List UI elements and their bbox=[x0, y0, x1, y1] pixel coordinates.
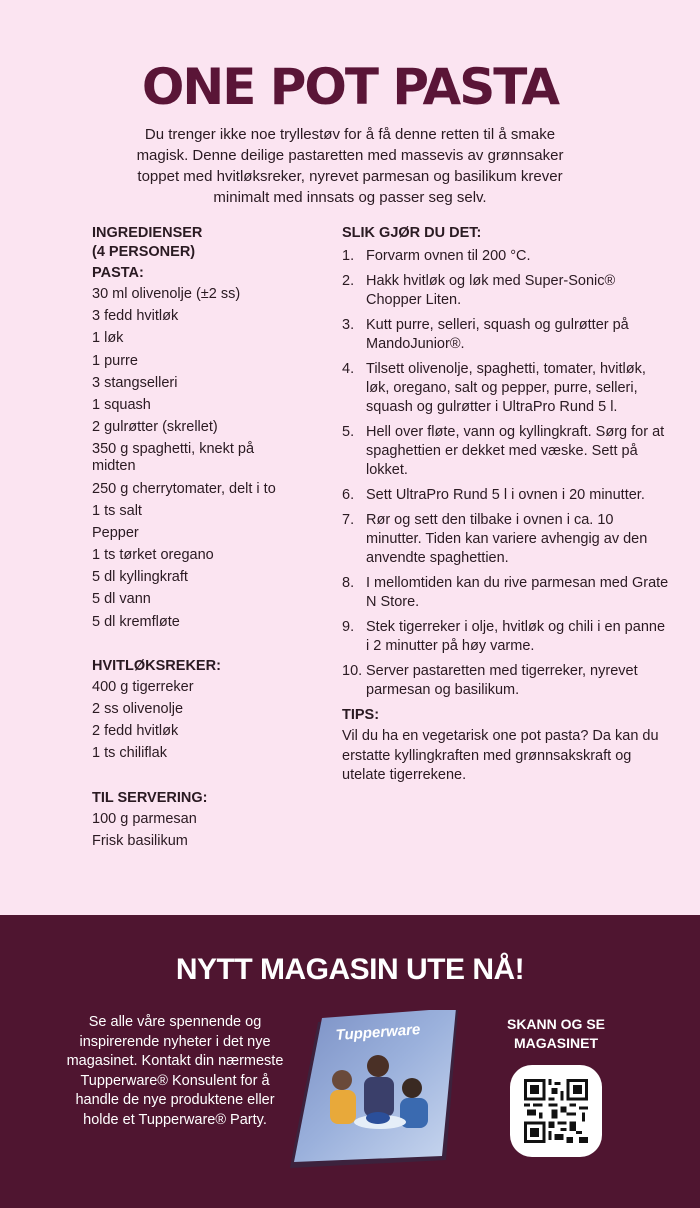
step-number: 4. bbox=[342, 361, 355, 377]
step-item bbox=[342, 574, 672, 612]
step-text: Kutt purre, selleri, squash og gulrøtter på MandoJunior®. bbox=[366, 317, 629, 352]
qr-code-icon bbox=[524, 1079, 588, 1143]
ingredient-item: 3 fedd hvitløk bbox=[92, 308, 179, 325]
step-item bbox=[342, 511, 672, 568]
step-item bbox=[342, 662, 672, 700]
ingredient-item: 350 g spaghetti, knekt på midten bbox=[92, 441, 255, 475]
step-number: 7. bbox=[342, 512, 355, 528]
step-text: Tilsett olivenolje, spaghetti, tomater, hvitløk, løk, oregano, salt og pepper, purre, selleri, squash og gulrøtter i UltraPro Rund 5 l. bbox=[366, 361, 646, 415]
ingredient-item: Pepper bbox=[92, 524, 139, 541]
step-item bbox=[342, 316, 672, 354]
ingredient-item: 2 gulrøtter (skrellet) bbox=[92, 419, 218, 436]
step-number: 5. bbox=[342, 424, 355, 440]
step-item bbox=[342, 360, 672, 417]
ingredient-item: 100 g parmesan bbox=[92, 810, 197, 827]
ingredient-item: 400 g tigerreker bbox=[92, 678, 194, 695]
ingredient-item: 30 ml olivenolje (±2 ss) bbox=[92, 286, 241, 302]
ingredient-item: 1 ts salt bbox=[92, 502, 142, 519]
ingredients-column bbox=[92, 224, 322, 855]
step-text: I mellomtiden kan du rive parmesan med Grate N Store. bbox=[366, 575, 669, 610]
step-text: Hell over fløte, vann og kyllingkraft. Sørg for at spaghettien er dekket med væske. Sett på lokket. bbox=[366, 424, 665, 478]
step-item bbox=[342, 423, 672, 480]
ingredient-item: 3 stangselleri bbox=[92, 374, 178, 391]
magazine-brand: Tupperware bbox=[335, 1021, 421, 1044]
ingredient-item: 2 ss olivenolje bbox=[92, 701, 184, 717]
qr-code[interactable] bbox=[510, 1065, 602, 1157]
step-number: 6. bbox=[342, 487, 355, 503]
servings-heading: (4 PERSONER) bbox=[92, 244, 196, 260]
step-text: Sett UltraPro Rund 5 l i ovnen i 20 minutter. bbox=[366, 487, 645, 503]
serving-list bbox=[92, 811, 322, 850]
steps-list bbox=[342, 247, 672, 700]
ingredient-item: 1 squash bbox=[92, 396, 151, 413]
recipe-intro: Du trenger ikke noe tryllestøv for å få denne retten til å smake magisk. Denne deilige pastaretten med massevis av grønnsaker toppet med hvitløksreker, nyrevet parmesan og basilikum krever minimalt med innsats og passer seg selv. bbox=[136, 126, 564, 206]
ingredient-item: 2 fedd hvitløk bbox=[92, 723, 179, 740]
method-column bbox=[342, 224, 672, 786]
step-text: Hakk hvitløk og løk med Super-Sonic® Chopper Liten. bbox=[366, 273, 616, 308]
shrimp-heading: HVITLØKSREKER: bbox=[92, 657, 221, 674]
step-item bbox=[342, 272, 672, 310]
promo-text: Se alle våre spennende og inspirerende nyheter i det nye magasinet. Kontakt din nærmeste Tupperware® Konsulent for å handle de nye produktene eller holde et Tupperware® Party. bbox=[66, 1014, 284, 1128]
step-number: 1. bbox=[342, 248, 355, 264]
serving-heading: TIL SERVERING: bbox=[92, 789, 208, 806]
ingredient-item: 5 dl kyllingkraft bbox=[92, 569, 188, 586]
step-item bbox=[342, 486, 672, 505]
step-number: 8. bbox=[342, 575, 355, 591]
step-text: Rør og sett den tilbake i ovnen i ca. 10 minutter. Tiden kan variere avhengig av den anvendte spaghettien. bbox=[366, 512, 648, 566]
magazine-promo bbox=[0, 915, 700, 1208]
ingredient-item: 5 dl kremfløte bbox=[92, 613, 180, 630]
recipe-title: ONE POT PASTA bbox=[141, 58, 559, 116]
step-item bbox=[342, 618, 672, 656]
step-number: 9. bbox=[342, 619, 355, 635]
promo-title: NYTT MAGASIN UTE NÅ! bbox=[175, 953, 525, 986]
tips-text: Vil du ha en vegetarisk one pot pasta? Da kan du erstatte kyllingkraften med grønnsakskraft og utelate tigerrekene. bbox=[342, 728, 659, 783]
ingredient-item: 1 purre bbox=[92, 352, 138, 369]
step-item bbox=[342, 247, 672, 266]
tips-heading: TIPS: bbox=[342, 707, 380, 723]
step-text: Server pastaretten med tigerreker, nyrevet parmesan og basilikum. bbox=[366, 663, 638, 698]
ingredient-item: 250 g cherrytomater, delt i to bbox=[92, 480, 276, 497]
ingredient-item: 1 ts tørket oregano bbox=[92, 547, 214, 564]
scan-label: SKANN OG SE MAGASINET bbox=[506, 1016, 605, 1051]
shrimp-list bbox=[92, 679, 322, 763]
step-number: 2. bbox=[342, 273, 355, 289]
ingredient-item: Frisk basilikum bbox=[92, 832, 188, 849]
step-number: 3. bbox=[342, 317, 355, 333]
pasta-list bbox=[92, 286, 322, 631]
ingredient-item: 1 løk bbox=[92, 330, 124, 347]
step-number: 10. bbox=[342, 663, 363, 679]
ingredients-heading: INGREDIENSER bbox=[92, 225, 203, 241]
ingredient-item: 1 ts chiliflak bbox=[92, 745, 167, 762]
step-text: Stek tigerreker i olje, hvitløk og chili i en panne i 2 minutter på høy varme. bbox=[366, 619, 666, 654]
pasta-heading: PASTA: bbox=[92, 265, 144, 281]
step-text: Forvarm ovnen til 200 °C. bbox=[366, 248, 531, 264]
ingredient-item: 5 dl vann bbox=[92, 591, 151, 608]
magazine-cover-image bbox=[290, 1010, 470, 1170]
steps-heading: SLIK GJØR DU DET: bbox=[342, 225, 482, 241]
